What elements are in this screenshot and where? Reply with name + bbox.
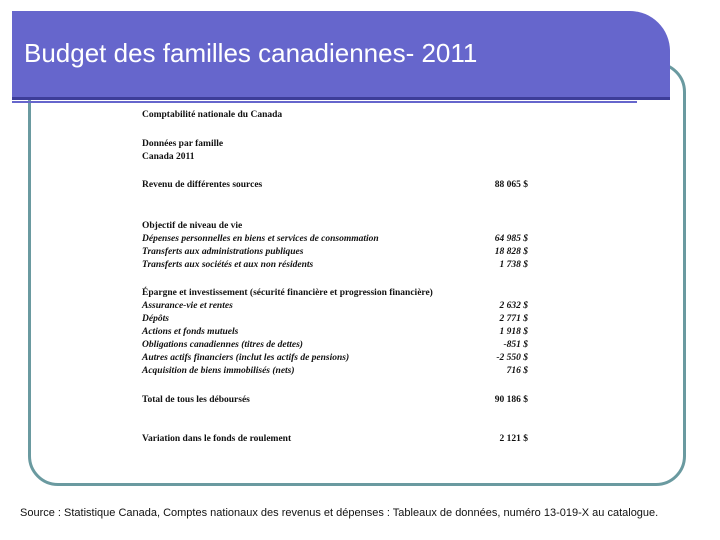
savings-row: Dépôts 2 771 $: [142, 314, 528, 324]
living-row: Transferts aux administrations publiques 18 828 $: [142, 247, 528, 257]
living-row: Dépenses personnelles en biens et services de consommation 64 985 $: [142, 234, 528, 244]
title-underline: [12, 101, 637, 103]
table-subheader-year: Canada 2011: [142, 152, 195, 162]
total-row: Total de tous les déboursés 90 186 $: [142, 395, 528, 405]
table-subheader: Données par famille: [142, 139, 224, 149]
scanned-table: [133, 104, 563, 464]
savings-row: Autres actifs financiers (inclut les actifs de pensions) -2 550 $: [142, 353, 528, 363]
table-header: Comptabilité nationale du Canada: [142, 110, 283, 120]
slide-title: Budget des familles canadiennes- 2011: [24, 38, 478, 68]
savings-row: Obligations canadiennes (titres de dettes) -851 $: [142, 340, 528, 350]
variation-row: Variation dans le fonds de roulement 2 121 $: [142, 434, 528, 444]
savings-row: Actions et fonds mutuels 1 918 $: [142, 327, 528, 337]
savings-row: Assurance-vie et rentes 2 632 $: [142, 301, 528, 311]
income-row: Revenu de différentes sources 88 065 $: [142, 180, 528, 190]
living-row: Transferts aux sociétés et aux non résidents 1 738 $: [142, 260, 528, 270]
savings-row: Acquisition de biens immobilisés (nets) 716 $: [142, 366, 528, 376]
living-heading: Objectif de niveau de vie: [142, 221, 243, 231]
source-note: Source : Statistique Canada, Comptes nationaux des revenus et dépenses : Tableaux de données, numéro 13-019-X au catalogue.: [20, 507, 659, 519]
savings-heading: Épargne et investissement (sécurité financière et progression financière): [142, 288, 433, 298]
